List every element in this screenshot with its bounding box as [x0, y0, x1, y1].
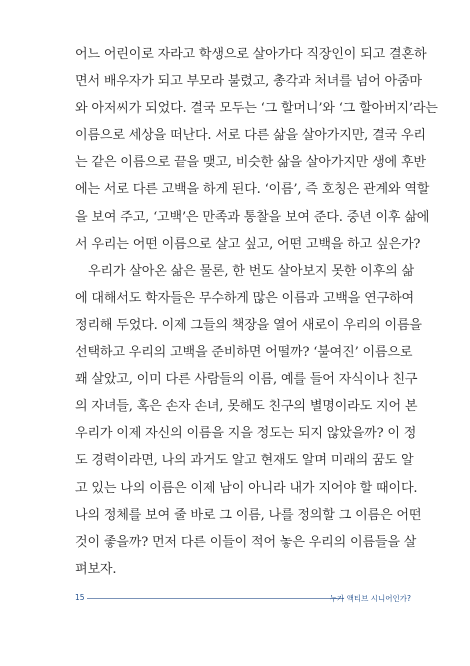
text-line: 꽤 살았고, 이미 다른 사람들의 이름, 예를 들어 자식이나 친구: [75, 372, 418, 388]
text-line: 의 자녀들, 혹은 손자 손녀, 못해도 친구의 별명이라도 지어 본: [75, 399, 418, 415]
text-line: 펴보자.: [75, 561, 117, 577]
text-line: 고 있는 나의 이름은 이제 남이 아니라 내가 지어야 할 때이다.: [75, 480, 418, 496]
text-line: 것이 좋을까? 먼저 다른 이들이 적어 놓은 우리의 이름들을 살: [75, 534, 417, 550]
text-line: 이름으로 세상을 떠난다. 서로 다른 삶을 살아가지만, 결국 우리: [75, 128, 426, 144]
text-line: 에 대해서도 학자들은 무수하게 많은 이름과 고백을 연구하여: [75, 290, 414, 306]
text-line: 을 보여 주고, ‘고백’은 만족과 통찰을 보여 준다. 중년 이후 삶에: [75, 209, 430, 225]
text-line: 도 경력이라면, 나의 과거도 알고 현재도 알며 미래의 꿈도 알: [75, 453, 414, 469]
text-line: 나의 정체를 보여 줄 바로 그 이름, 나를 정의할 그 이름은 어떤: [75, 507, 422, 523]
text-line: 우리가 이제 자신의 이름을 지을 정도는 되지 않았을까? 이 정: [75, 426, 417, 442]
page-footer: [75, 590, 411, 604]
text-line: 우리가 살아온 삶은 물론, 한 번도 살아보지 못한 이후의 삶: [88, 263, 414, 279]
running-title: 누가 액티브 시니어인가?: [329, 594, 411, 603]
page-number: 15: [75, 593, 85, 602]
paragraph-2: [75, 258, 422, 583]
text-line: 선택하고 우리의 고백을 준비하면 어떨까? ‘불여진’ 이름으로: [75, 345, 413, 361]
text-line: 정리해 두었다. 이제 그들의 책장을 열어 새로이 우리의 이름을: [75, 317, 422, 333]
text-line: 어느 어린이로 자라고 학생으로 살아가다 직장인이 되고 결혼하: [75, 47, 427, 62]
body-text: [75, 41, 438, 583]
text-line: 와 아저씨가 되었다. 결국 모두는 ‘그 할머니’와 ‘그 할아버지’라는: [75, 101, 438, 117]
text-line: 면서 배우자가 되고 부모라 불렸고, 총각과 처녀를 넘어 아줌마: [75, 74, 422, 90]
text-line: 서 우리는 어떤 이름으로 살고 싶고, 어떤 고백을 하고 싶은가?: [75, 236, 421, 252]
text-line: 에는 서로 다른 고백을 하게 된다. ‘이름’, 즉 호칭은 관계와 역할: [75, 182, 430, 198]
text-line: 는 같은 이름으로 끝을 맺고, 비슷한 삶을 살아가지만 생에 후반: [75, 155, 426, 171]
footer-divider: [87, 598, 344, 599]
paragraph-1: [75, 41, 438, 258]
